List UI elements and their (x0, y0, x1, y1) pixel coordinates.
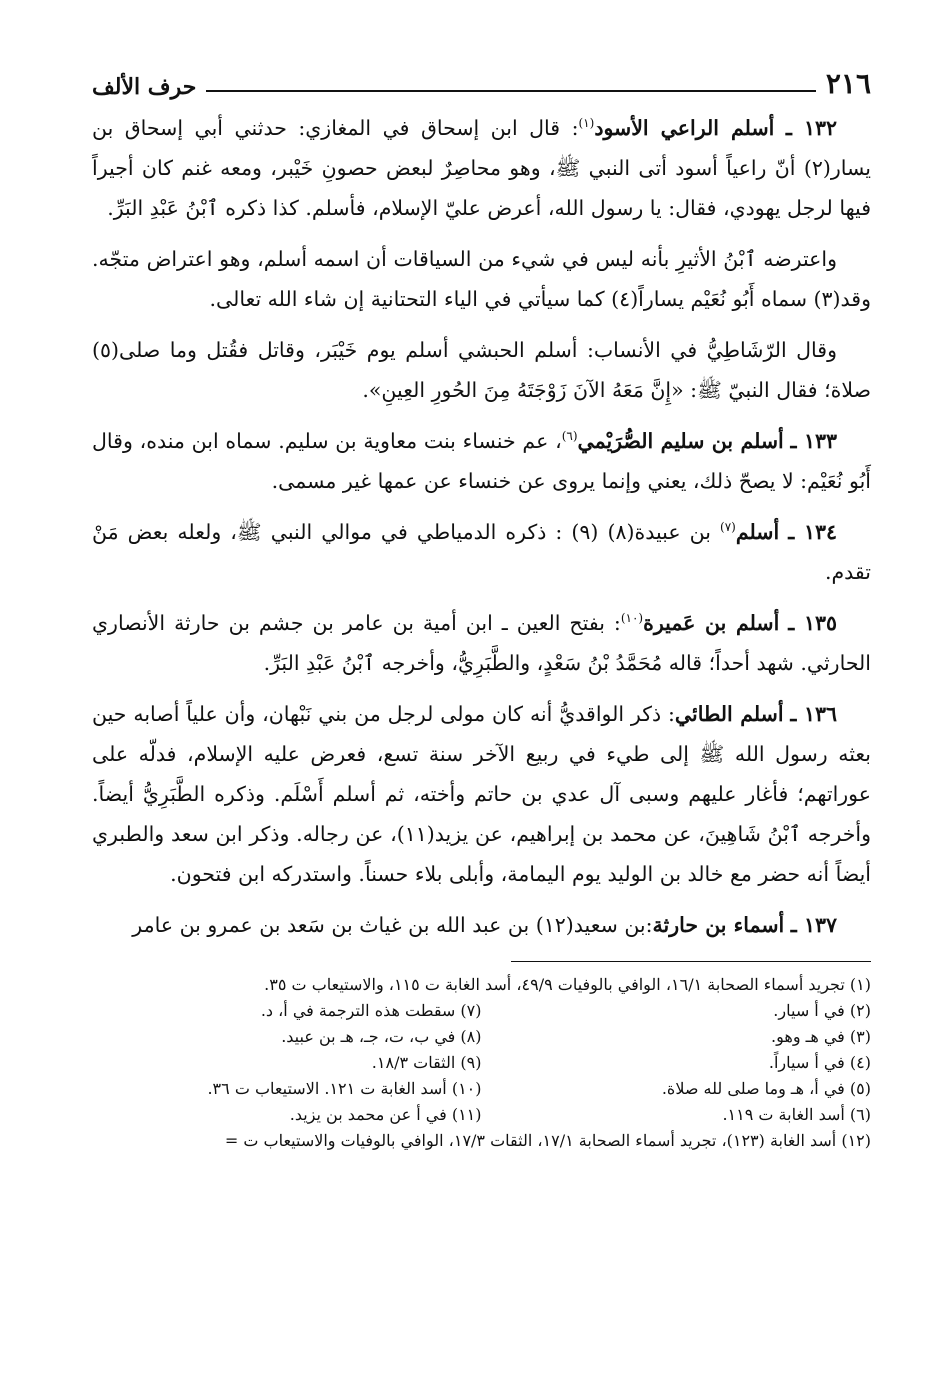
entry-137 (92, 905, 871, 945)
footnote-row (92, 1102, 871, 1128)
entry-135 (92, 603, 871, 683)
entry-text: وقال الرّشَاطِيُّ في الأنساب: أسلم الحبشي أسلم يوم خَيْبَر، وقاتل فقُتل وما صلى(٥) صلاة؛ فقال النبيّ ﷺ: «إِنَّ مَعَهُ الآنَ زَوْجَتَهُ مِنَ الحُورِ العِينِ». (92, 338, 871, 402)
entry-text: : ذكر الواقديُّ أنه كان مولى لرجل من بني نَبْهان، وأن علياً أصابه حين بعثه رسول الله ﷺ إلى طيء في ربيع الآخر سنة تسع، فعرض عليه الإسلام، فدلّه على عوراتهم؛ فأغار عليهم وسبى آل عدي بن حاتم وأخته، ثم أسلم أَسْلَم. وذكره الطَّبَرِيُّ أيضاً. وأخرجه ٱبْنُ شَاهِينَ، عن محمد بن إبراهيم، عن يزيد(١١)، عن رجاله. وذكر ابن سعد والطبري أيضاً أنه حضر مع خالد بن الوليد يوم اليمامة، وأبلى بلاء حسناً. واستدركه ابن فتحون. (92, 702, 871, 886)
footnote-6: (٦) أسد الغابة ت ١١٩. (722, 1105, 871, 1124)
footnote-7: (٧) سقطت هذه الترجمة في أ، د. (260, 1001, 482, 1020)
header-rule (206, 90, 816, 92)
footnote-ref: (١٠) (620, 611, 644, 626)
entry-text: ، عم خنساء بنت معاوية بن سليم. سماه ابن منده، وقال أَبُو نُعَيْم: لا يصحّ ذلك، يعني وإنما يروى عن خنساء عن عمها غير مسمى. (92, 429, 871, 493)
footnote-row (92, 1050, 871, 1076)
entry-name: أسلم بن عَميرة (643, 611, 780, 635)
footnote-1: (١) تجريد أسماء الصحابة ١٦/١، الوافي بالوفيات ٤٩/٩، أسد الغابة ت ١١٥، والاستيعاب ت ٣٥. (264, 975, 871, 994)
entry-136 (92, 694, 871, 894)
page-number: ٢١٦ (825, 67, 871, 100)
footnotes (92, 972, 871, 1154)
entry-number: ١٣٤ ـ (788, 520, 837, 544)
entry-number: ١٣٦ ـ (790, 702, 837, 726)
footnote-4: (٤) في أ سياراً. (768, 1053, 871, 1072)
footnote-ref: (٧) (720, 520, 736, 535)
footnote-separator (511, 961, 871, 962)
entry-name: أسلم الطائي (674, 702, 784, 726)
footnote-row (92, 1024, 871, 1050)
page-header (92, 60, 871, 100)
entry-name: أسلم الراعي الأسود (594, 116, 775, 140)
entry-number: ١٣٥ ـ (788, 611, 837, 635)
chapter-title: حرف الألف (92, 74, 197, 100)
entry-134 (92, 512, 871, 592)
footnote-ref: (٦) (561, 429, 578, 444)
footnote-10: (١٠) أسد الغابة ت ١٢١. الاستيعاب ت ٣٦. (207, 1079, 482, 1098)
entry-text: واعترضه ٱبْنُ الأثيرِ بأنه ليس في شيء من السياقات أن اسمه أسلم، وهو اعتراض متجّه. وقد(٣) سماه أَبُو نُعَيْم يساراً(٤) كما سيأتي في الياء التحتانية إن شاء الله تعالى. (92, 247, 871, 311)
footnote-8: (٨) في ب، ت، جـ، هـ بن عبيد. (281, 1027, 482, 1046)
footnote-9: (٩) الثقات ١٨/٣. (371, 1053, 482, 1072)
footnote-11: (١١) في أ عن محمد بن يزيد. (289, 1105, 482, 1124)
entry-name: أسلم (735, 520, 780, 544)
entry-text: : بفتح العين ـ ابن أمية بن عامر بن جشم بن حارثة الأنصاري الحارثي. شهد أحداً؛ قاله مُحَمَّدُ بْنُ سَعْدٍ، والطَّبَرِيُّ، وأخرجه ٱبْنُ عَبْدِ البَرِّ. (92, 611, 871, 675)
footnote-12: (١٢) أسد الغابة (١٢٣)، تجريد أسماء الصحابة ١٧/١، الثقات ١٧/٣، الوافي بالوفيات والاستيعاب ت = (224, 1131, 871, 1150)
entry-text: : قال ابن إسحاق في المغازي: حدثني أبي إسحاق بن يسار(٢) أنّ راعياً أسود أتى النبي ﷺ، وهو محاصِرٌ لبعض حصونِ خَيْبر، ومعه غنم كان أجيراً فيها لرجل يهودي، فقال: يا رسول الله، أعرض عليّ الإسلام، فأسلم. كذا ذكره ٱبْنُ عَبْدِ البَرِّ. (92, 116, 871, 220)
footnote-row (92, 1076, 871, 1102)
entry-text: :بن سعيد(١٢) بن عبد الله بن غياث بن سَعد بن عمرو بن عامر (132, 913, 653, 937)
footnote-2: (٢) في أ سيار. (773, 1001, 871, 1020)
entry-number: ١٣٧ ـ (790, 913, 837, 937)
entry-name: أسلم بن سليم الصُّرَيْمي (577, 429, 784, 453)
entry-name: أسماء بن حارثة (652, 913, 785, 937)
entry-132 (92, 108, 871, 228)
entry-133 (92, 421, 871, 501)
paragraph-objection (92, 239, 871, 319)
footnote-5: (٥) في أ، هـ وما صلى لله صلاة. (661, 1079, 871, 1098)
main-text (92, 108, 871, 945)
entry-text: بن عبيدة(٨) (٩) : ذكره الدمياطي في موالي النبي ﷺ، ولعله بعض مَنْ تقدم. (92, 520, 871, 584)
entry-number: ١٣٣ ـ (790, 429, 837, 453)
footnote-row (92, 998, 871, 1024)
paragraph-rushati (92, 330, 871, 410)
entry-number: ١٣٢ ـ (785, 116, 837, 140)
footnote-ref: (١) (578, 116, 595, 131)
footnote-3: (٣) في هـ وهو. (771, 1027, 871, 1046)
